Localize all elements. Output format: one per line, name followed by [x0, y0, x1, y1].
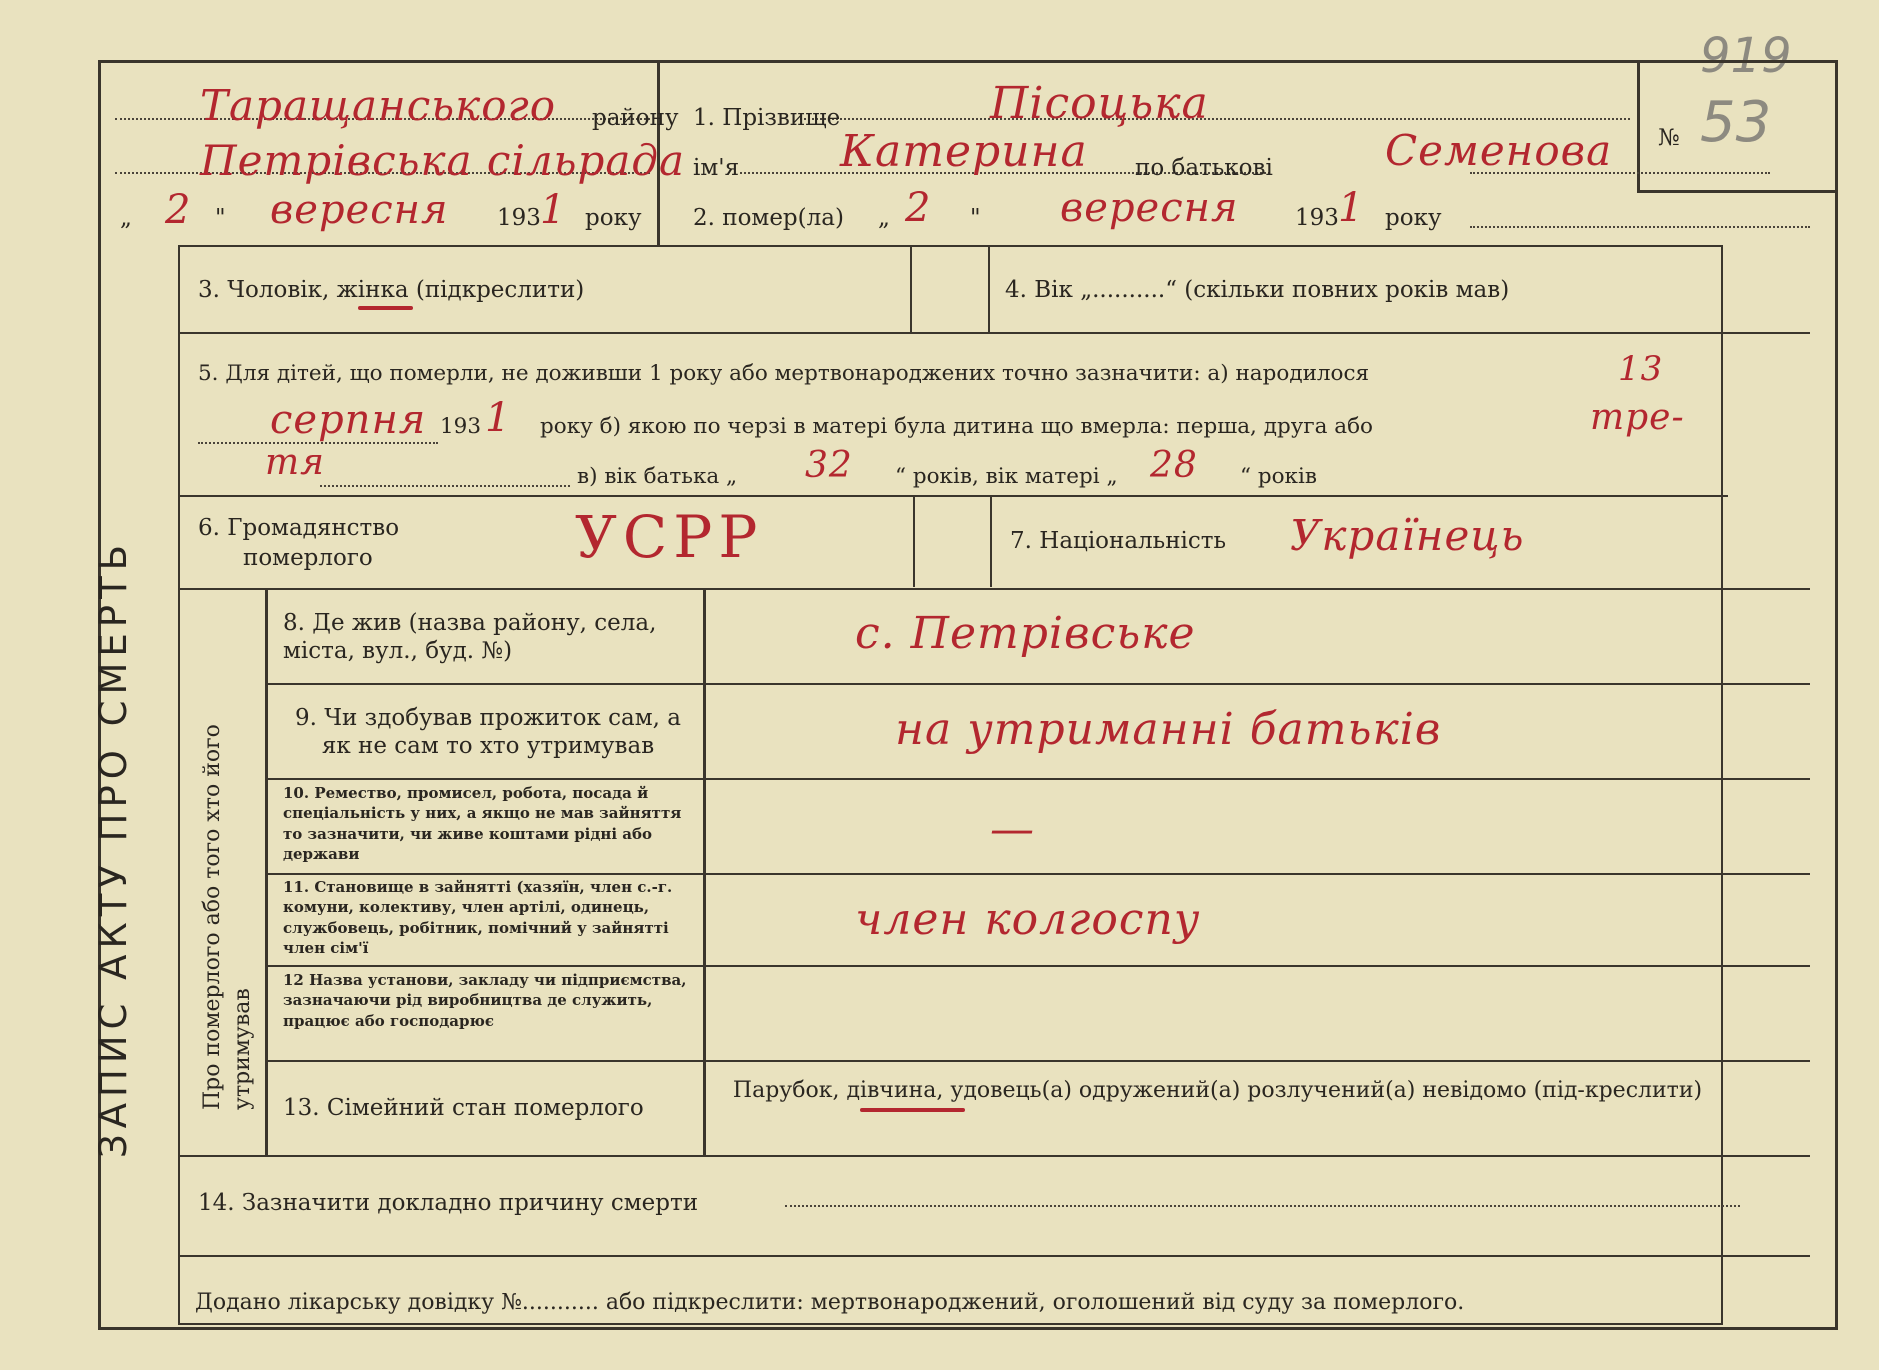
death-year-suffix: року [1385, 205, 1442, 231]
row10-bottom [265, 873, 1810, 875]
born-day: 13 [1618, 349, 1664, 389]
council-handwritten: Петрівська сільрада [200, 136, 686, 185]
district-handwritten: Таращанського [200, 81, 556, 130]
citizenship-label-1: 6. Громадянство [198, 515, 400, 541]
support-value: на утриманні батьків [895, 704, 1442, 755]
surname-line [800, 118, 1630, 120]
record-number-label: № [1658, 125, 1680, 151]
father-age: 32 [805, 445, 853, 486]
father-age-label: в) вік батька „ [577, 464, 738, 489]
death-month: вересня [1060, 185, 1239, 231]
row34-divider-b [988, 245, 990, 333]
infant-line2: року б) якою по черзі в матері була дитина що вмерла: перша, друга або [540, 414, 1373, 439]
occupation-label: 10. Ремество, промисел, робота, посада й спеціальність у них, а якщо не мав зайняття то зазначити, чи живе коштами рідні або держави [283, 784, 682, 863]
death-year-prefix: 193 [1295, 205, 1339, 231]
row9-bottom [265, 778, 1810, 780]
death-date-open: „ [878, 205, 890, 231]
birth-order-2: тя [265, 442, 325, 483]
years-label: “ років [1240, 464, 1317, 489]
row11-bottom [265, 965, 1810, 967]
death-date-label: 2. помер(ла) [693, 205, 844, 231]
number-box-bottom [1637, 190, 1837, 193]
born-year-digit: 1 [485, 395, 512, 441]
row12-bottom [265, 1060, 1810, 1062]
nationality-label: 7. Національність [1010, 528, 1227, 554]
marital-status-underline [860, 1108, 965, 1112]
marital-status-label: 13. Сімейний стан померлого [283, 1095, 644, 1121]
name-label: ім'я [693, 155, 740, 181]
nationality-value: Українець [1290, 511, 1525, 560]
reg-year-suffix: року [585, 205, 642, 231]
patronymic-label: по батькові [1135, 155, 1273, 181]
support-label: 9. Чи здобував прожиток сам, а як не сам то хто утримував [295, 705, 681, 759]
row5-bottom [180, 495, 1728, 497]
mother-age-label: “ років, вік матері „ [895, 464, 1118, 489]
occupation-value: — [990, 804, 1035, 855]
born-year-prefix: 193 [440, 414, 482, 439]
death-year-digit: 1 [1338, 185, 1365, 231]
reg-date-close: " [215, 205, 226, 231]
row13-bottom [180, 1155, 1810, 1157]
employment-status-label: 11. Становище в зайнятті (хазяїн, член с.-г. комуни, колективу, член артілі, одинець, службовець, робітник, помічний у зайнятті член сім'ї [283, 878, 673, 957]
death-day: 2 [905, 185, 932, 231]
marital-status-options: Парубок, дівчина, удовець(а) одружений(а) розлучений(а) невідомо (під-креслити) [732, 1078, 1703, 1103]
citizenship-value: УСРР [575, 503, 764, 571]
employment-status-value: член колгоспу [855, 894, 1201, 945]
cause-of-death-label: 14. Зазначити докладно причину смерти [198, 1190, 699, 1216]
district-suffix: району [592, 105, 679, 131]
row34-bottom [180, 332, 1810, 334]
row67-bottom [180, 588, 1810, 590]
reg-month-handwritten: вересня [270, 187, 449, 233]
row8-bottom [265, 683, 1810, 685]
reg-day-handwritten: 2 [165, 187, 192, 233]
name-value: Катерина [840, 126, 1088, 177]
surname-value: Пісоцька [990, 78, 1209, 129]
row67-divider-b [990, 497, 992, 587]
row34-divider-a [910, 245, 912, 333]
age-label: 4. Вік „..........“ (скільки повних років мав) [1005, 277, 1510, 303]
sex-label: 3. Чоловік, жінка (підкреслити) [198, 277, 585, 303]
workplace-label: 12 Назва установи, закладу чи підприємства, зазначаючи рід виробництва де служить, працює або господарює [283, 971, 687, 1030]
order-line [320, 485, 570, 487]
residence-value: с. Петрівське [855, 608, 1196, 659]
birth-order-1: тре- [1590, 397, 1685, 438]
row67-divider-a [913, 497, 915, 587]
form-title-vertical: ЗАПИС АКТУ ПРО СМЕРТЬ [92, 538, 135, 1158]
medical-certificate-note: Додано лікарську довідку №........... або підкреслити: мертвонароджений, оголошений від суду за померлого. [195, 1290, 1465, 1315]
infant-line1: 5. Для дітей, що померли, не доживши 1 року або мертвонароджених точно зазначити: а) народилося [198, 361, 1370, 386]
patronymic-value: Семенова [1385, 126, 1613, 175]
reg-date-open: „ [120, 205, 132, 231]
born-month: серпня [270, 397, 427, 443]
sex-underline [358, 306, 413, 310]
reg-year-prefix: 193 [497, 205, 541, 231]
record-number-value: 53 [1700, 90, 1772, 155]
surname-label: 1. Прізвище [693, 105, 841, 131]
mother-age: 28 [1150, 445, 1198, 486]
reg-year-digit: 1 [540, 187, 567, 233]
residence-label: 8. Де жив (назва району, села, міста, вул., буд. №) [283, 610, 657, 664]
date-tail-line [1470, 226, 1810, 228]
side-section-label: Про померлого або того хто його утримував [200, 724, 255, 1110]
cause-line-1 [785, 1205, 1740, 1207]
row14-bottom [180, 1255, 1810, 1257]
citizenship-label-2: померлого [243, 545, 373, 571]
pencil-archive-mark: 919 [1700, 28, 1792, 84]
death-date-close: " [970, 205, 981, 231]
